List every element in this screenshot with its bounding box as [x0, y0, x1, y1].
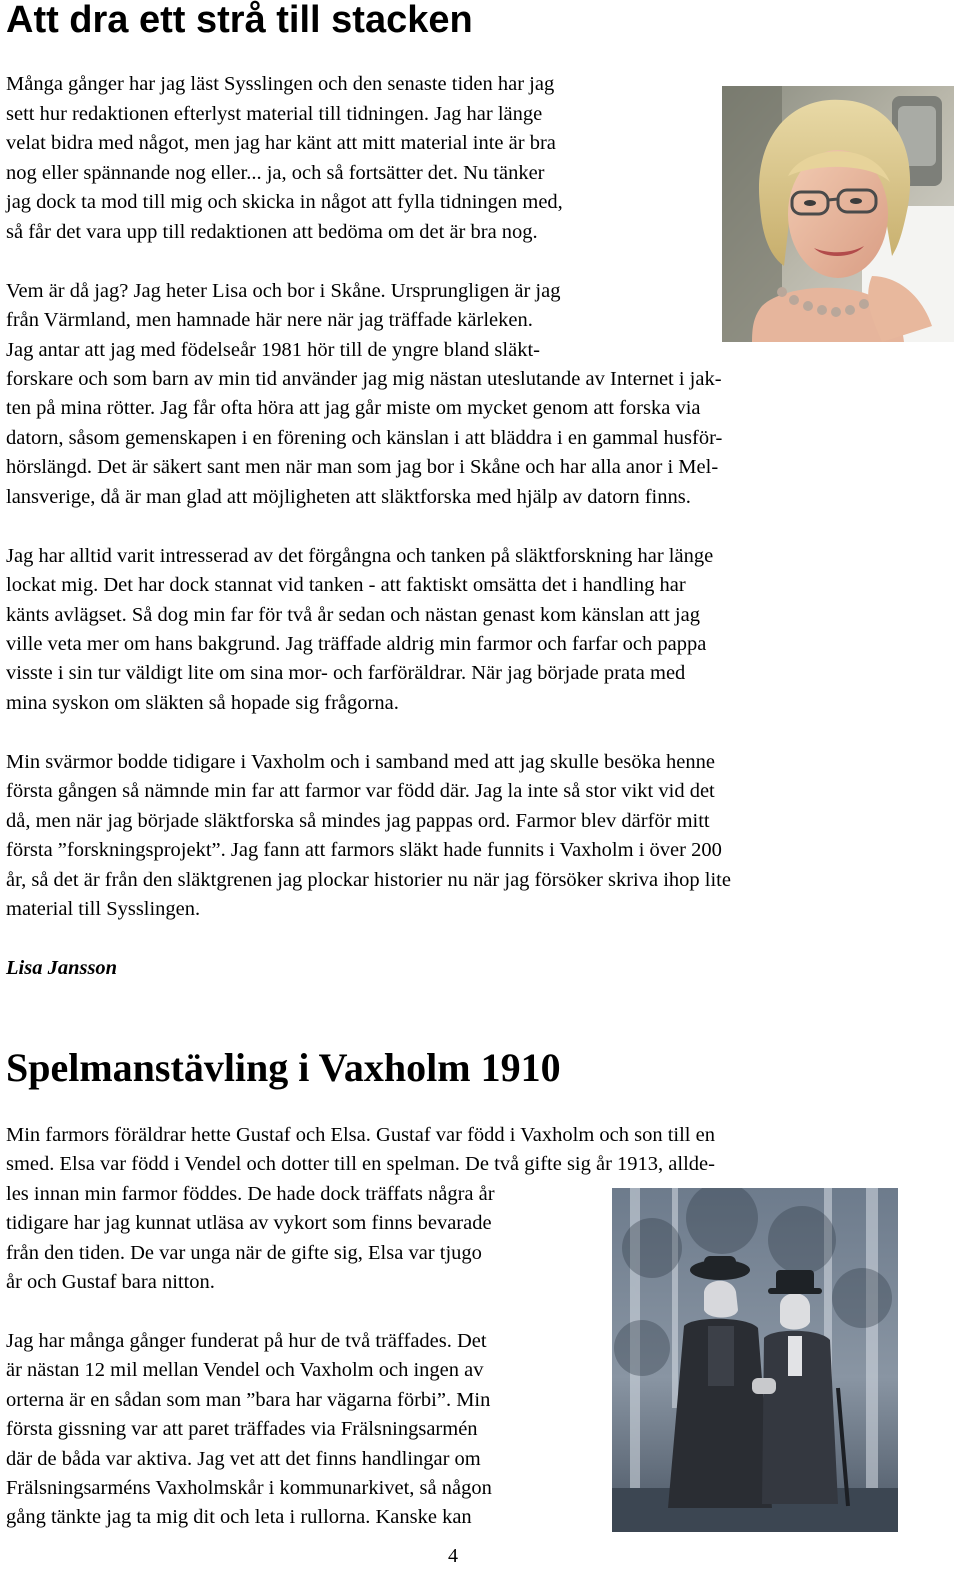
body-line: mina syskon om släkten så hopade sig frågorna. — [6, 692, 399, 714]
body-line: Jag har många gånger funderat på hur de två träffades. Det — [6, 1330, 487, 1352]
body-line: då, men när jag började släktforska så mindes jag pappas ord. Farmor blev därför mitt — [6, 810, 710, 832]
body-line: datorn, såsom gemenskapen i en förening och känslan i att bläddra i en gammal husför- — [6, 427, 723, 449]
body-line: så får det vara upp till redaktionen att bedöma om det är bra nog. — [6, 221, 538, 243]
body-line: där de båda var aktiva. Jag vet att det finns handlingar om — [6, 1448, 481, 1470]
article-title-1: Att dra ett strå till stacken — [6, 0, 473, 41]
body-line: jag dock ta mod till mig och skicka in något att fylla tidningen med, — [6, 191, 563, 213]
body-line: Min svärmor bodde tidigare i Vaxholm och i samband med att jag skulle besöka henne — [6, 751, 715, 773]
body-line: tidigare har jag kunnat utläsa av vykort som finns bevarade — [6, 1212, 492, 1234]
body-line: är nästan 12 mil mellan Vendel och Vaxholm och ingen av — [6, 1359, 484, 1381]
body-line: smed. Elsa var född i Vendel och dotter till en spelman. De två gifte sig år 1913, allde- — [6, 1153, 715, 1175]
body-line: hörslängd. Det är säkert sant men när man som jag bor i Skåne och har alla anor i Mel- — [6, 456, 719, 478]
body-line: första gissning var att paret träffades via Frälsningsarmén — [6, 1418, 478, 1440]
body-line: sett hur redaktionen efterlyst material till tidningen. Jag har länge — [6, 103, 543, 125]
body-line: visste i sin tur väldigt lite om sina mor- och farföräldrar. När jag började prata med — [6, 662, 686, 684]
body-line: Vem är då jag? Jag heter Lisa och bor i Skåne. Ursprungligen är jag — [6, 280, 561, 302]
couple-image — [612, 1188, 898, 1532]
body-line: från den tiden. De var unga när de gifte sig, Elsa var tjugo — [6, 1242, 482, 1264]
body-line: les innan min farmor föddes. De hade dock träffats några år — [6, 1183, 495, 1205]
body-line: ten på mina rötter. Jag får ofta höra att jag går miste om mycket genom att forska via — [6, 397, 701, 419]
body-line: gång tänkte jag ta mig dit och leta i rullorna. Kanske kan — [6, 1506, 472, 1528]
body-line: år och Gustaf bara nitton. — [6, 1271, 215, 1293]
portrait-image — [722, 86, 954, 342]
body-line: material till Sysslingen. — [6, 898, 201, 920]
body-line: Min farmors föräldrar hette Gustaf och Elsa. Gustaf var född i Vaxholm och son till en — [6, 1124, 715, 1146]
body-line: år, så det är från den släktgrenen jag plockar historier nu när jag försöker skriva ihop lite — [6, 869, 731, 891]
author-signature: Lisa Jansson — [6, 957, 118, 979]
body-line: Jag antar att jag med födelseår 1981 hör till de yngre bland släkt- — [6, 339, 540, 361]
body-line: känts avlägset. Så dog min far för två år sedan och nästan genast kom känslan att jag — [6, 604, 700, 626]
body-line: nog eller spännande nog eller... ja, och så fortsätter det. Nu tänker — [6, 162, 545, 184]
body-line: velat bidra med något, men jag har känt att mitt material inte är bra — [6, 132, 556, 154]
body-line: Jag har alltid varit intresserad av det förgångna och tanken på släktforskning har länge — [6, 545, 714, 567]
body-line: Många gånger har jag läst Sysslingen och den senaste tiden har jag — [6, 73, 555, 95]
body-line: lockat mig. Det har dock stannat vid tanken - att faktiskt omsätta det i handling har — [6, 574, 686, 596]
body-line: ville veta mer om hans bakgrund. Jag träffade aldrig min farmor och farfar och pappa — [6, 633, 707, 655]
author-portrait-photo — [722, 86, 954, 342]
body-line: från Värmland, men hamnade här nere när jag träffade kärleken. — [6, 309, 533, 331]
body-line: orterna är en sådan som man ”bara har vägarna förbi”. Min — [6, 1389, 491, 1411]
body-line: forskare och som barn av min tid använder jag mig nästan uteslutande av Internet i jak- — [6, 368, 722, 390]
article-title-2: Spelmanstävling i Vaxholm 1910 — [6, 1045, 561, 1090]
body-line: lansverige, då är man glad att möjligheten att släktforska med hjälp av datorn finns. — [6, 486, 691, 508]
body-line: Frälsningsarméns Vaxholmskår i kommunarkivet, så någon — [6, 1477, 492, 1499]
body-line: första ”forskningsprojekt”. Jag fann att farmors släkt hade funnits i Vaxholm i över 200 — [6, 839, 722, 861]
historic-couple-photo — [612, 1188, 898, 1532]
page-number: 4 — [448, 1545, 458, 1567]
body-line: första gången så nämnde min far att farmor var född där. Jag la inte så stor vikt vid det — [6, 780, 715, 802]
